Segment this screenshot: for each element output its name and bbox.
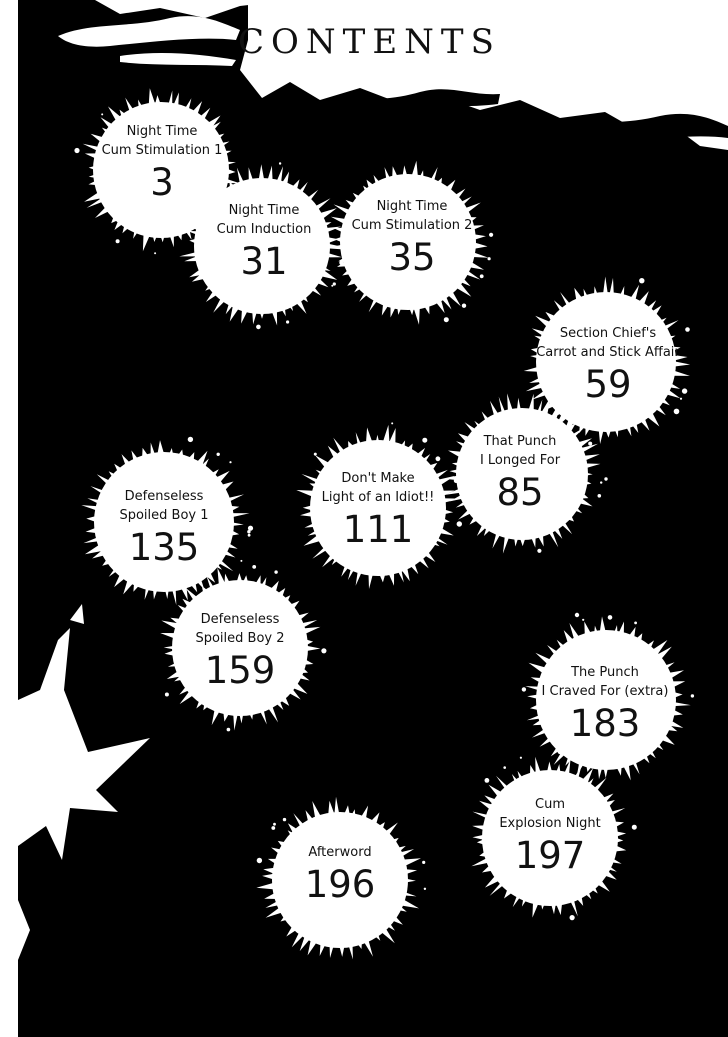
toc-entry-2[interactable] <box>194 201 334 283</box>
entry-title: Defenseless Spoiled Boy 2 <box>195 612 285 646</box>
toc-entry-6[interactable] <box>304 469 452 551</box>
page-title: CONTENTS <box>238 22 501 62</box>
toc-entry-3[interactable] <box>338 197 486 279</box>
entry-page-number: 3 <box>150 161 174 204</box>
entry-page-number: 135 <box>128 526 200 569</box>
toc-entry-4[interactable] <box>530 324 686 406</box>
entry-title: The Punch I Craved For (extra) <box>541 665 669 699</box>
entry-title: Afterword <box>308 845 372 860</box>
entry-title: Cum Explosion Night <box>499 797 601 831</box>
toc-entry-7[interactable] <box>94 487 234 569</box>
toc-entry-11[interactable] <box>270 843 410 906</box>
entry-page-number: 197 <box>514 834 586 877</box>
entry-title: That Punch I Longed For <box>479 434 561 468</box>
entry-title: Night Time Cum Stimulation 2 <box>351 199 473 233</box>
entry-title: Night Time Cum Stimulation 1 <box>101 124 223 158</box>
entry-title: Night Time Cum Induction <box>216 203 312 237</box>
toc-entry-1[interactable] <box>92 122 232 204</box>
entry-page-number: 159 <box>204 649 276 692</box>
entry-page-number: 85 <box>496 471 544 514</box>
toc-entry-5[interactable] <box>450 432 590 514</box>
toc-entry-9[interactable] <box>530 663 680 745</box>
entry-page-number: 196 <box>304 863 376 906</box>
entry-page-number: 35 <box>388 236 436 279</box>
toc-entry-10[interactable] <box>477 795 623 877</box>
entry-title: Defenseless Spoiled Boy 1 <box>119 489 209 523</box>
entry-page-number: 111 <box>342 508 414 551</box>
entry-page-number: 183 <box>569 702 641 745</box>
toc-entry-8[interactable] <box>170 610 310 692</box>
entry-title: Don't Make Light of an Idiot!! <box>321 471 435 505</box>
entry-page-number: 59 <box>584 363 632 406</box>
entry-page-number: 31 <box>240 240 288 283</box>
entry-title: Section Chief's Carrot and Stick Affair <box>536 326 680 360</box>
